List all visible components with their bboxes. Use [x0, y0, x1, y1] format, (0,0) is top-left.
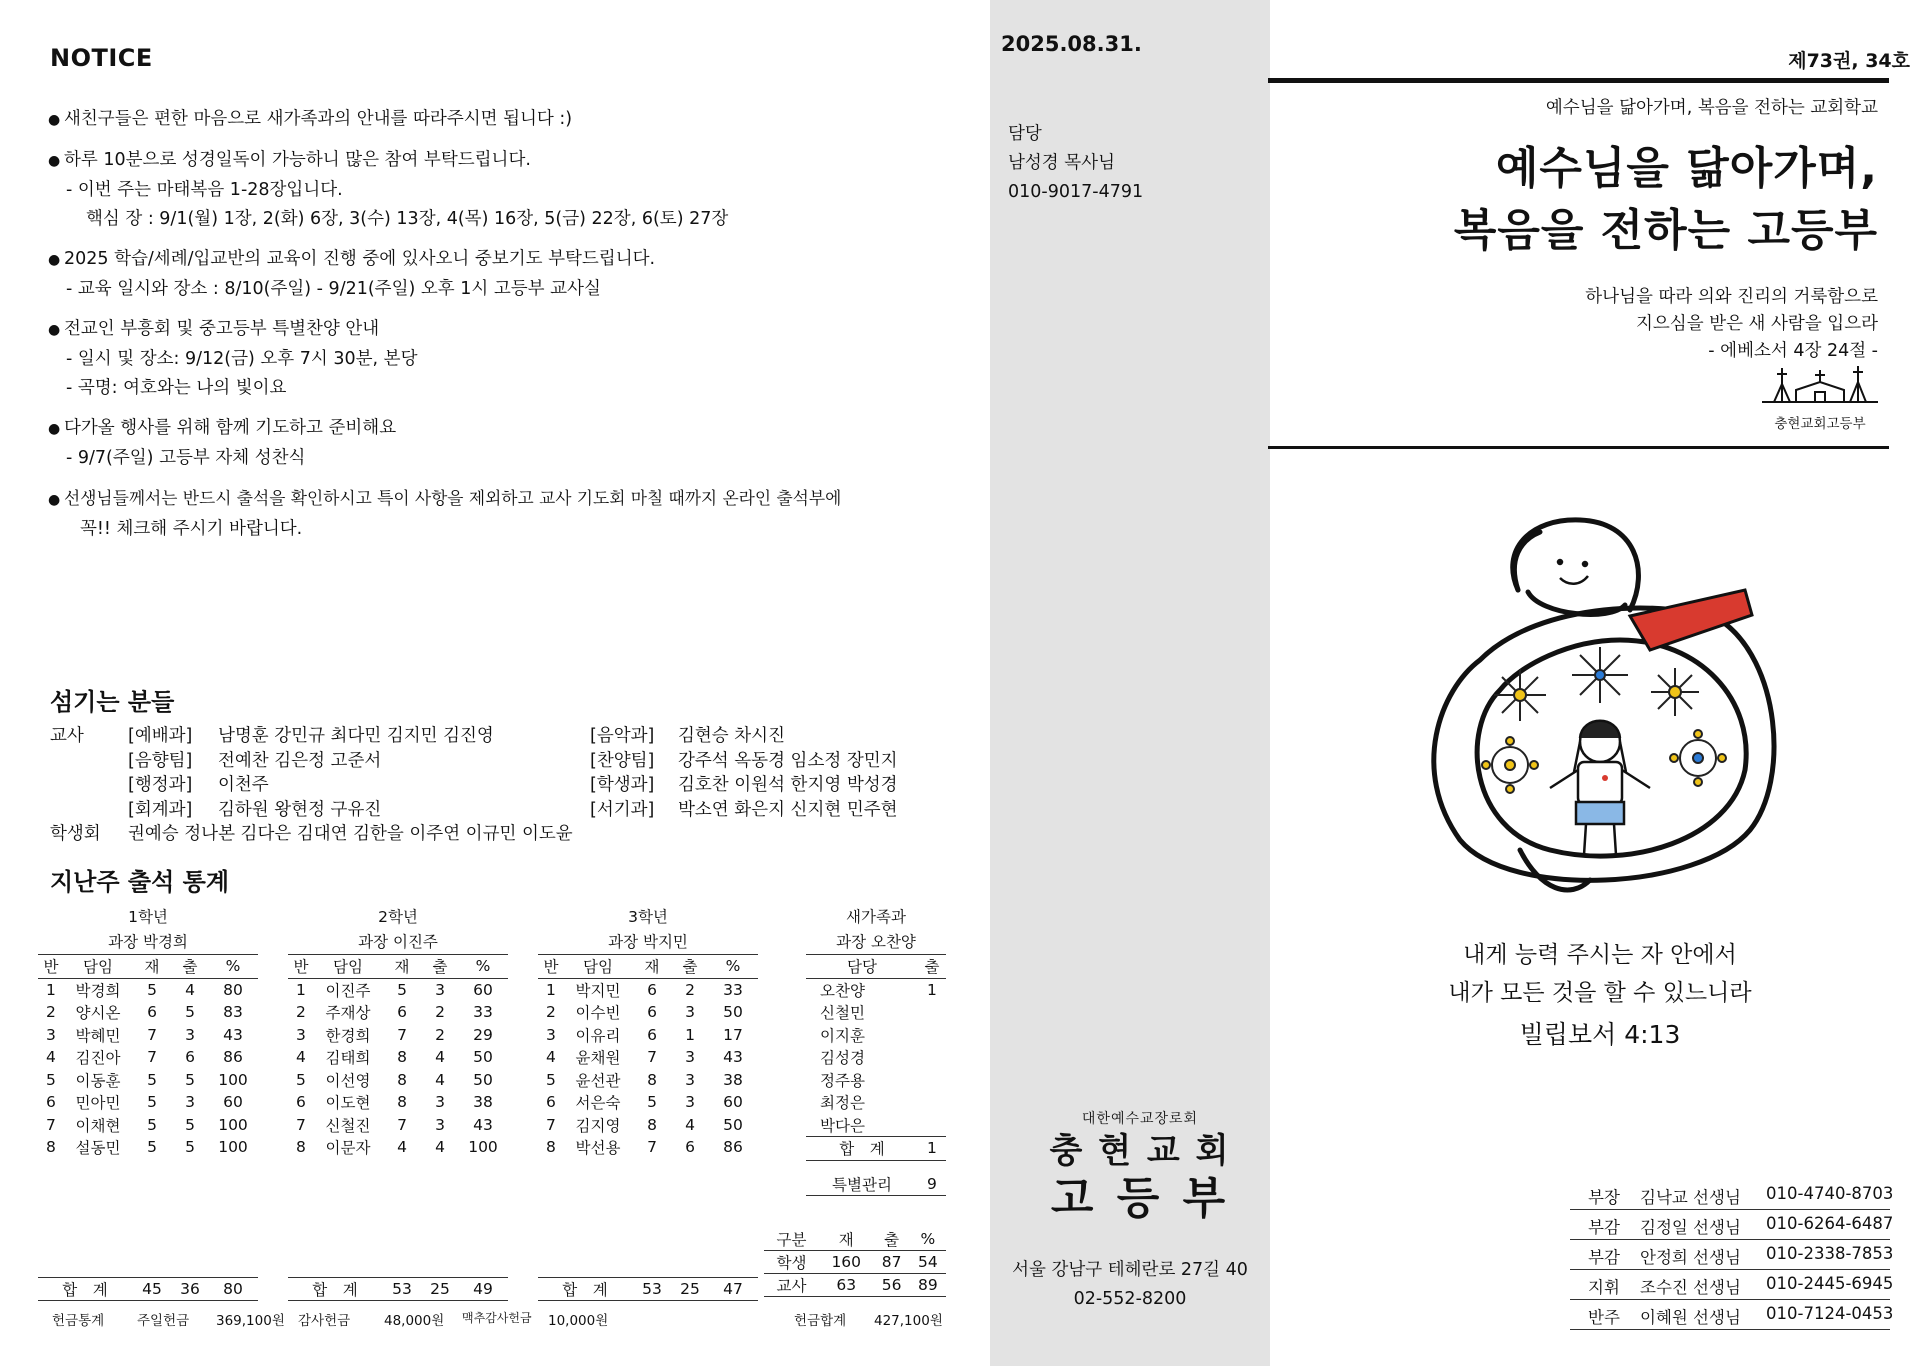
table-cell: 83: [223, 1003, 243, 1022]
grade-table: [288, 904, 508, 1301]
table-cell: 7: [647, 1048, 657, 1067]
table-cell: 29: [473, 1025, 493, 1044]
bullet-icon: ●: [48, 112, 61, 128]
grade-name: 3학년: [628, 908, 668, 926]
table-row: 학생 160 87 54: [776, 1253, 938, 1272]
table-cell: 2: [296, 1003, 306, 1022]
column-header: 담임: [564, 955, 632, 979]
table-cell: 7: [546, 1115, 556, 1134]
table-row: [288, 978, 508, 1001]
table-cell: 86: [223, 1048, 243, 1067]
table-row: 오찬양 1: [820, 980, 937, 1000]
table-row: [288, 1091, 508, 1114]
column-header: 반: [38, 955, 64, 979]
table-cell: 1: [546, 980, 556, 999]
table-row: 박다은: [820, 1116, 865, 1135]
table-cell: 4: [397, 1138, 407, 1157]
table-row: [288, 1046, 508, 1069]
table-cell: 5: [185, 1070, 195, 1089]
table-row: 정주용: [820, 1071, 865, 1090]
church-mini-logo: 충현교회고등부: [1760, 360, 1880, 432]
sum-row: 합 계 1: [806, 1137, 946, 1161]
table-cell: 민아민: [75, 1094, 121, 1113]
table-cell: 5: [296, 1070, 306, 1089]
column-header: %: [708, 955, 758, 979]
table-cell: 3: [546, 1025, 556, 1044]
table-cell: 4: [185, 980, 195, 999]
grade-name: 1학년: [128, 908, 168, 926]
table-cell: 8: [647, 1115, 657, 1134]
column-header: 담임: [314, 955, 382, 979]
table-row: 최정은: [820, 1094, 865, 1113]
table-cell: 5: [185, 1115, 195, 1134]
table-row: [538, 1024, 758, 1047]
table-cell: 38: [723, 1070, 743, 1089]
grade-lead: 과장 박지민: [608, 933, 688, 951]
table-cell: 1: [46, 980, 56, 999]
table-cell: 86: [723, 1138, 743, 1157]
table-cell: 3: [185, 1025, 195, 1044]
staff-row: 반주 이혜원 선생님 010-7124-0453: [1570, 1300, 1890, 1330]
table-cell: 한경희: [325, 1026, 371, 1045]
table-cell: 4: [435, 1048, 445, 1067]
table-cell: 3: [685, 1070, 695, 1089]
table-cell: 5: [546, 1070, 556, 1089]
table-cell: 김태희: [325, 1049, 371, 1068]
table-cell: 양시온: [75, 1004, 121, 1023]
church-address: 서울 강남구 테헤란로 27길 40 02-552-8200: [1012, 1260, 1248, 1309]
table-cell: 8: [397, 1093, 407, 1112]
table-cell: 5: [147, 1138, 157, 1157]
table-row: [288, 1001, 508, 1024]
table-cell: 2: [546, 1003, 556, 1022]
table-row: [288, 1024, 508, 1047]
grade-table: [538, 904, 758, 1301]
table-cell: 6: [647, 1003, 657, 1022]
bullet-icon: ●: [48, 322, 61, 338]
table-cell: 주재상: [325, 1004, 371, 1023]
table-row: [38, 1069, 258, 1092]
table-cell: 이유리: [575, 1026, 621, 1045]
table-row: [38, 1046, 258, 1069]
table-row: [38, 1091, 258, 1114]
table-cell: 5: [147, 1070, 157, 1089]
table-cell: 7: [397, 1025, 407, 1044]
table-cell: 5: [147, 1115, 157, 1134]
table-cell: 8: [46, 1138, 56, 1157]
table-cell: 이동훈: [75, 1071, 121, 1090]
table-cell: 5: [147, 1093, 157, 1112]
sum-row: 합 계 53 25 49: [288, 1277, 508, 1301]
table-cell: 4: [435, 1138, 445, 1157]
table-row: [288, 1069, 508, 1092]
column-header: 출: [422, 955, 458, 979]
motto-title: 예수님을 닮아가며, 복음을 전하는 고등부: [1453, 143, 1878, 256]
table-cell: 6: [397, 1003, 407, 1022]
table-cell: 이진주: [325, 981, 371, 1000]
table-cell: 43: [473, 1115, 493, 1134]
table-cell: 100: [218, 1070, 248, 1089]
grade-lead: 과장 박경희: [108, 933, 188, 951]
total-table: 구분 재 출 % 학생 160 87 54 교사 63 56 89: [764, 1228, 946, 1297]
staff-list: [1570, 1180, 1894, 1330]
table-cell: 김진아: [75, 1049, 121, 1068]
mid-rule: [1268, 446, 1889, 449]
table-cell: 6: [647, 980, 657, 999]
table-cell: 박지민: [575, 981, 621, 1000]
table-cell: 7: [46, 1115, 56, 1134]
table-cell: 50: [723, 1115, 743, 1134]
table-cell: 4: [435, 1070, 445, 1089]
table-cell: 7: [296, 1115, 306, 1134]
table-cell: 80: [223, 980, 243, 999]
table-cell: 2: [435, 1003, 445, 1022]
key-scripture: 내게 능력 주시는 자 안에서 내가 모든 것을 할 수 있느니라 빌립보서 4:13: [1448, 942, 1752, 1049]
column-header: 출: [672, 955, 708, 979]
table-cell: 서은숙: [575, 1094, 621, 1113]
table-cell: 100: [218, 1138, 248, 1157]
table-cell: 3: [685, 1093, 695, 1112]
table-cell: 7: [397, 1115, 407, 1134]
table-row: [38, 978, 258, 1001]
notice-item: ● 전교인 부흥회 및 중고등부 특별찬양 안내 - 일시 및 장소: 9/12(금) 오후 7시 30분, 본당 - 곡명: 여호와는 나의 빛이요: [48, 315, 948, 403]
table-cell: 6: [46, 1093, 56, 1112]
table-row: [538, 1046, 758, 1069]
table-cell: 6: [546, 1093, 556, 1112]
column-header: 담임: [64, 955, 132, 979]
table-row: 이지훈: [820, 1026, 865, 1045]
staff-row: 부감 안정희 선생님 010-2338-7853: [1570, 1240, 1890, 1270]
table-cell: 3: [435, 980, 445, 999]
table-cell: 50: [473, 1070, 493, 1089]
table-cell: 2: [685, 980, 695, 999]
table-cell: 3: [685, 1048, 695, 1067]
table-cell: 3: [46, 1025, 56, 1044]
table-cell: 박선용: [575, 1139, 621, 1158]
notice-item: ● 선생님들께서는 반드시 출석을 확인하시고 특이 사항을 제외하고 교사 기도회 마칠 때까지 온라인 출석부에 꼭!! 체크해 주시기 바랍니다.: [48, 488, 842, 539]
bulletin-date: 2025.08.31.: [1001, 32, 1142, 56]
table-row: [538, 1091, 758, 1114]
table-cell: 이도현: [325, 1094, 371, 1113]
table-cell: 6: [147, 1003, 157, 1022]
staff-row: 부감 김정일 선생님 010-6264-6487: [1570, 1210, 1890, 1240]
table-row: 신철민: [820, 1004, 865, 1023]
motto-small: 예수님을 닮아가며, 복음을 전하는 교회학교: [1545, 98, 1878, 118]
staff-row: 부장 김낙교 선생님 010-4740-8703: [1570, 1180, 1890, 1210]
table-cell: 60: [723, 1093, 743, 1112]
newfamily-table: 새가족과 과장 오찬양 담당 출 오찬양 1 신철민 이지훈 김성경 정주용 최정은 박다은 합 계 1 특별관리 9: [806, 904, 946, 1196]
notice-item: ● 새친구들은 편한 마음으로 새가족과의 안내를 따라주시면 됩니다 :): [48, 105, 948, 135]
bullet-icon: ●: [48, 492, 61, 508]
table-cell: 6: [296, 1093, 306, 1112]
table-cell: 43: [723, 1048, 743, 1067]
church-logo: 대한예수교장로회 충 현 교 회 고 등 부: [1049, 1111, 1231, 1224]
table-cell: 43: [223, 1025, 243, 1044]
notice-list: [48, 105, 948, 555]
bullet-icon: ●: [48, 252, 61, 268]
table-cell: 6: [185, 1048, 195, 1067]
table-row: [538, 1069, 758, 1092]
contact-block: 담당 남성경 목사님 010-9017-4791: [1008, 124, 1144, 202]
table-cell: 윤선관: [575, 1071, 621, 1090]
table-cell: 17: [723, 1025, 743, 1044]
issue-number: 제73권, 34호: [1788, 50, 1910, 72]
attendance-title: 지난주 출석 통계: [50, 868, 229, 896]
notice-item: ● 다가올 행사를 위해 함께 기도하고 준비해요 - 9/7(주일) 고등부 자체 성찬식: [48, 414, 948, 473]
table-cell: 4: [46, 1048, 56, 1067]
table-cell: 7: [147, 1048, 157, 1067]
notice-item: ● 하루 10분으로 성경일독이 가능하니 많은 참여 부탁드립니다. - 이번 주는 마태복음 1-28장입니다. 핵심 장 : 9/1(월) 1장, 2(화) 6장, 3(수) 13장, 4(목) 16장, 5(금) 22장, 6(토) 27장: [48, 146, 948, 234]
table-row: [538, 1001, 758, 1024]
table-cell: 이선영: [325, 1071, 371, 1090]
servers-title: 섬기는 분들: [50, 688, 175, 716]
table-cell: 1: [685, 1025, 695, 1044]
table-row: [38, 1136, 258, 1159]
grade-table: [38, 904, 258, 1301]
table-cell: 5: [185, 1138, 195, 1157]
staff-row: 지휘 조수진 선생님 010-2445-6945: [1570, 1270, 1890, 1300]
table-cell: 5: [647, 1093, 657, 1112]
table-cell: 8: [296, 1138, 306, 1157]
table-cell: 2: [46, 1003, 56, 1022]
table-cell: 1: [296, 980, 306, 999]
table-row: [38, 1114, 258, 1137]
table-cell: 60: [473, 980, 493, 999]
column-header: 출: [172, 955, 208, 979]
table-cell: 이수빈: [575, 1004, 621, 1023]
column-header: %: [458, 955, 508, 979]
table-cell: 2: [435, 1025, 445, 1044]
grade-name: 2학년: [378, 908, 418, 926]
table-cell: 50: [473, 1048, 493, 1067]
table-cell: 이채현: [75, 1116, 121, 1135]
table-cell: 신철진: [325, 1116, 371, 1135]
table-cell: 5: [46, 1070, 56, 1089]
table-cell: 3: [296, 1025, 306, 1044]
table-cell: 5: [185, 1003, 195, 1022]
notice-title: NOTICE: [50, 44, 153, 72]
table-cell: 3: [185, 1093, 195, 1112]
table-cell: 3: [435, 1093, 445, 1112]
table-cell: 33: [723, 980, 743, 999]
table-cell: 38: [473, 1093, 493, 1112]
table-cell: 4: [546, 1048, 556, 1067]
table-cell: 100: [218, 1115, 248, 1134]
bullet-icon: ●: [48, 421, 61, 437]
table-cell: 5: [397, 980, 407, 999]
table-row: 교사 63 56 89: [764, 1274, 946, 1297]
table-cell: 윤채원: [575, 1049, 621, 1068]
table-row: [38, 1001, 258, 1024]
left-page: NOTICE ● 새친구들은 편한 마음으로 새가족과의 안내를 따라주시면 됩니다 :) ● 하루 10분으로 성경일독이 가능하니 많은 참여 부탁드립니다. - 이번 주는 마태복음 1-28장입니다. 핵심 장 : 9/1(월) 1장, 2(화) 6장, 3(수) 13장, 4(목) 16장, 5(금) 22장, 6(토) 27장 ● 2025 학습/세례/입교반의 교육이 진행 중에 있사오니 중보기도 부탁드립니다. - 교육 일시와 장소 : 8/10(주일) - 9/21(주일) 오후 1시 고등부 교사실 ● 전교인 부흥회 및 중고등부 특별찬양 안내 - 일시 및 장소: 9/12(금) 오후 7시 30분, 본당 - 곡명: 여호와는 나의 빛이요 ● 다가올 행사를 위해 함께 기도하고 준비해요 - 9/7(주일) 고등부 자체 성찬식 ● 선생님들께서는 반드시 출석을 확인하시고 특이 사항을 제외하고 교사 기도회 마칠 때까지 온라인 출석부에 꼭!! 체크해 주시기 바랍니다. 섬기는 분들 교사 [예배과] 남명훈 강민규 최다민 김지민 김진영 [음악과] 김현승 차시진 [음향팀] 전예찬 김은정 고준서 [찬양팀] 강주석 옥동경 임소정 장민지 [행정과] 이천주 [학생과] 김호찬 이원석 한지영 박성경 [회계과] 김하원 왕현정 구유진 [서기과] 박소연 화은지 신지현 민주현 학생회 권예승 정나본 김다은 김대연 김한을 이주연 이규민 이도윤 지난주 출석 통계 1학년 과장 박경희 반 담임 재 출 % 1 박경희 5 4 80 2 양시온 6 5 83 3 박혜민 7 3 43 4 김진아 7 6 86 5 이동훈 5 5 100 6 민아민 5 3 60 7 이채현 5 5 100 8 설동민 5 5 100 합 계 45 36 80 2학년 과장 이진주 반 담임 재 출 % 1 이진주 5 3 60 2 주재상 6 2 33 3 한경희 7 2 29 4 김태희 8 4 50 5 이선영 8 4 50 6 이도현 8 3 38 7 신철진 7 3 43 8 이문자 4 4 100 합 계 53 25 49 3학년 과장 박지민 반 담임 재 출 % 1 박지민 6 2 33 2 이수빈 6 3 50 3 이유리 6 1 17 4 윤채원 7 3 43 5 윤선관 8 3 38 6 서은숙 5 3 60 7 김지영 8 4 50 8 박선용 7 6 86 합 계 53 25 47 새가족과 과장 오찬양 담당 출 오찬양 1 신철민 이지훈 김성경 정주용 최정은 박다은 합 계 1 특별관리 9 구분 재 출 % 학생 160 87 54 교사 63 56 89 헌금통계 주일헌금 369,100원 감사헌금 48,000원 맥추감사헌금 10,000원 헌금합계 427,100원: [0, 0, 990, 1366]
table-cell: 50: [723, 1003, 743, 1022]
column-header: 반: [288, 955, 314, 979]
table-cell: 7: [647, 1138, 657, 1157]
table-cell: 60: [223, 1093, 243, 1112]
church-building-icon: [1760, 360, 1880, 406]
table-row: [538, 1136, 758, 1159]
theme-verse: 하나님을 따라 의와 진리의 거룩함으로 지으심을 받은 새 사람을 입으라 - 에베소서 4장 24절 -: [1585, 287, 1878, 361]
table-cell: 4: [296, 1048, 306, 1067]
table-cell: 3: [685, 1003, 695, 1022]
table-row: [538, 978, 758, 1001]
bullet-icon: ●: [48, 153, 61, 169]
sum-row: 합 계 53 25 47: [538, 1277, 758, 1301]
grade-lead: 과장 이진주: [358, 933, 438, 951]
table-cell: 박혜민: [75, 1026, 121, 1045]
table-cell: 박경희: [75, 981, 121, 1000]
sum-row: 합 계 45 36 80: [38, 1277, 258, 1301]
table-cell: 설동민: [75, 1139, 121, 1158]
table-row: [538, 1114, 758, 1137]
table-cell: 이문자: [325, 1139, 371, 1158]
table-cell: 8: [647, 1070, 657, 1089]
table-cell: 8: [546, 1138, 556, 1157]
table-cell: 6: [685, 1138, 695, 1157]
table-cell: 8: [397, 1070, 407, 1089]
table-row: 김성경: [820, 1049, 865, 1068]
table-cell: 3: [435, 1115, 445, 1134]
notice-item: ● 2025 학습/세례/입교반의 교육이 진행 중에 있사오니 중보기도 부탁드립니다. - 교육 일시와 장소 : 8/10(주일) - 9/21(주일) 오후 1시 고등부 교사실: [48, 245, 948, 304]
column-header: 재: [132, 955, 172, 979]
table-row: [288, 1136, 508, 1159]
table-cell: 100: [468, 1138, 498, 1157]
table-cell: 7: [147, 1025, 157, 1044]
table-cell: 33: [473, 1003, 493, 1022]
table-row: [288, 1114, 508, 1137]
column-header: 재: [382, 955, 422, 979]
girl-fireworks-illustration: [1400, 510, 1790, 900]
top-rule: [1268, 78, 1889, 83]
table-cell: 5: [147, 980, 157, 999]
column-header: 반: [538, 955, 564, 979]
table-row: [38, 1024, 258, 1047]
table-cell: 김지영: [575, 1116, 621, 1135]
column-header: %: [208, 955, 258, 979]
table-cell: 4: [685, 1115, 695, 1134]
table-cell: 8: [397, 1048, 407, 1067]
column-header: 재: [632, 955, 672, 979]
table-cell: 6: [647, 1025, 657, 1044]
